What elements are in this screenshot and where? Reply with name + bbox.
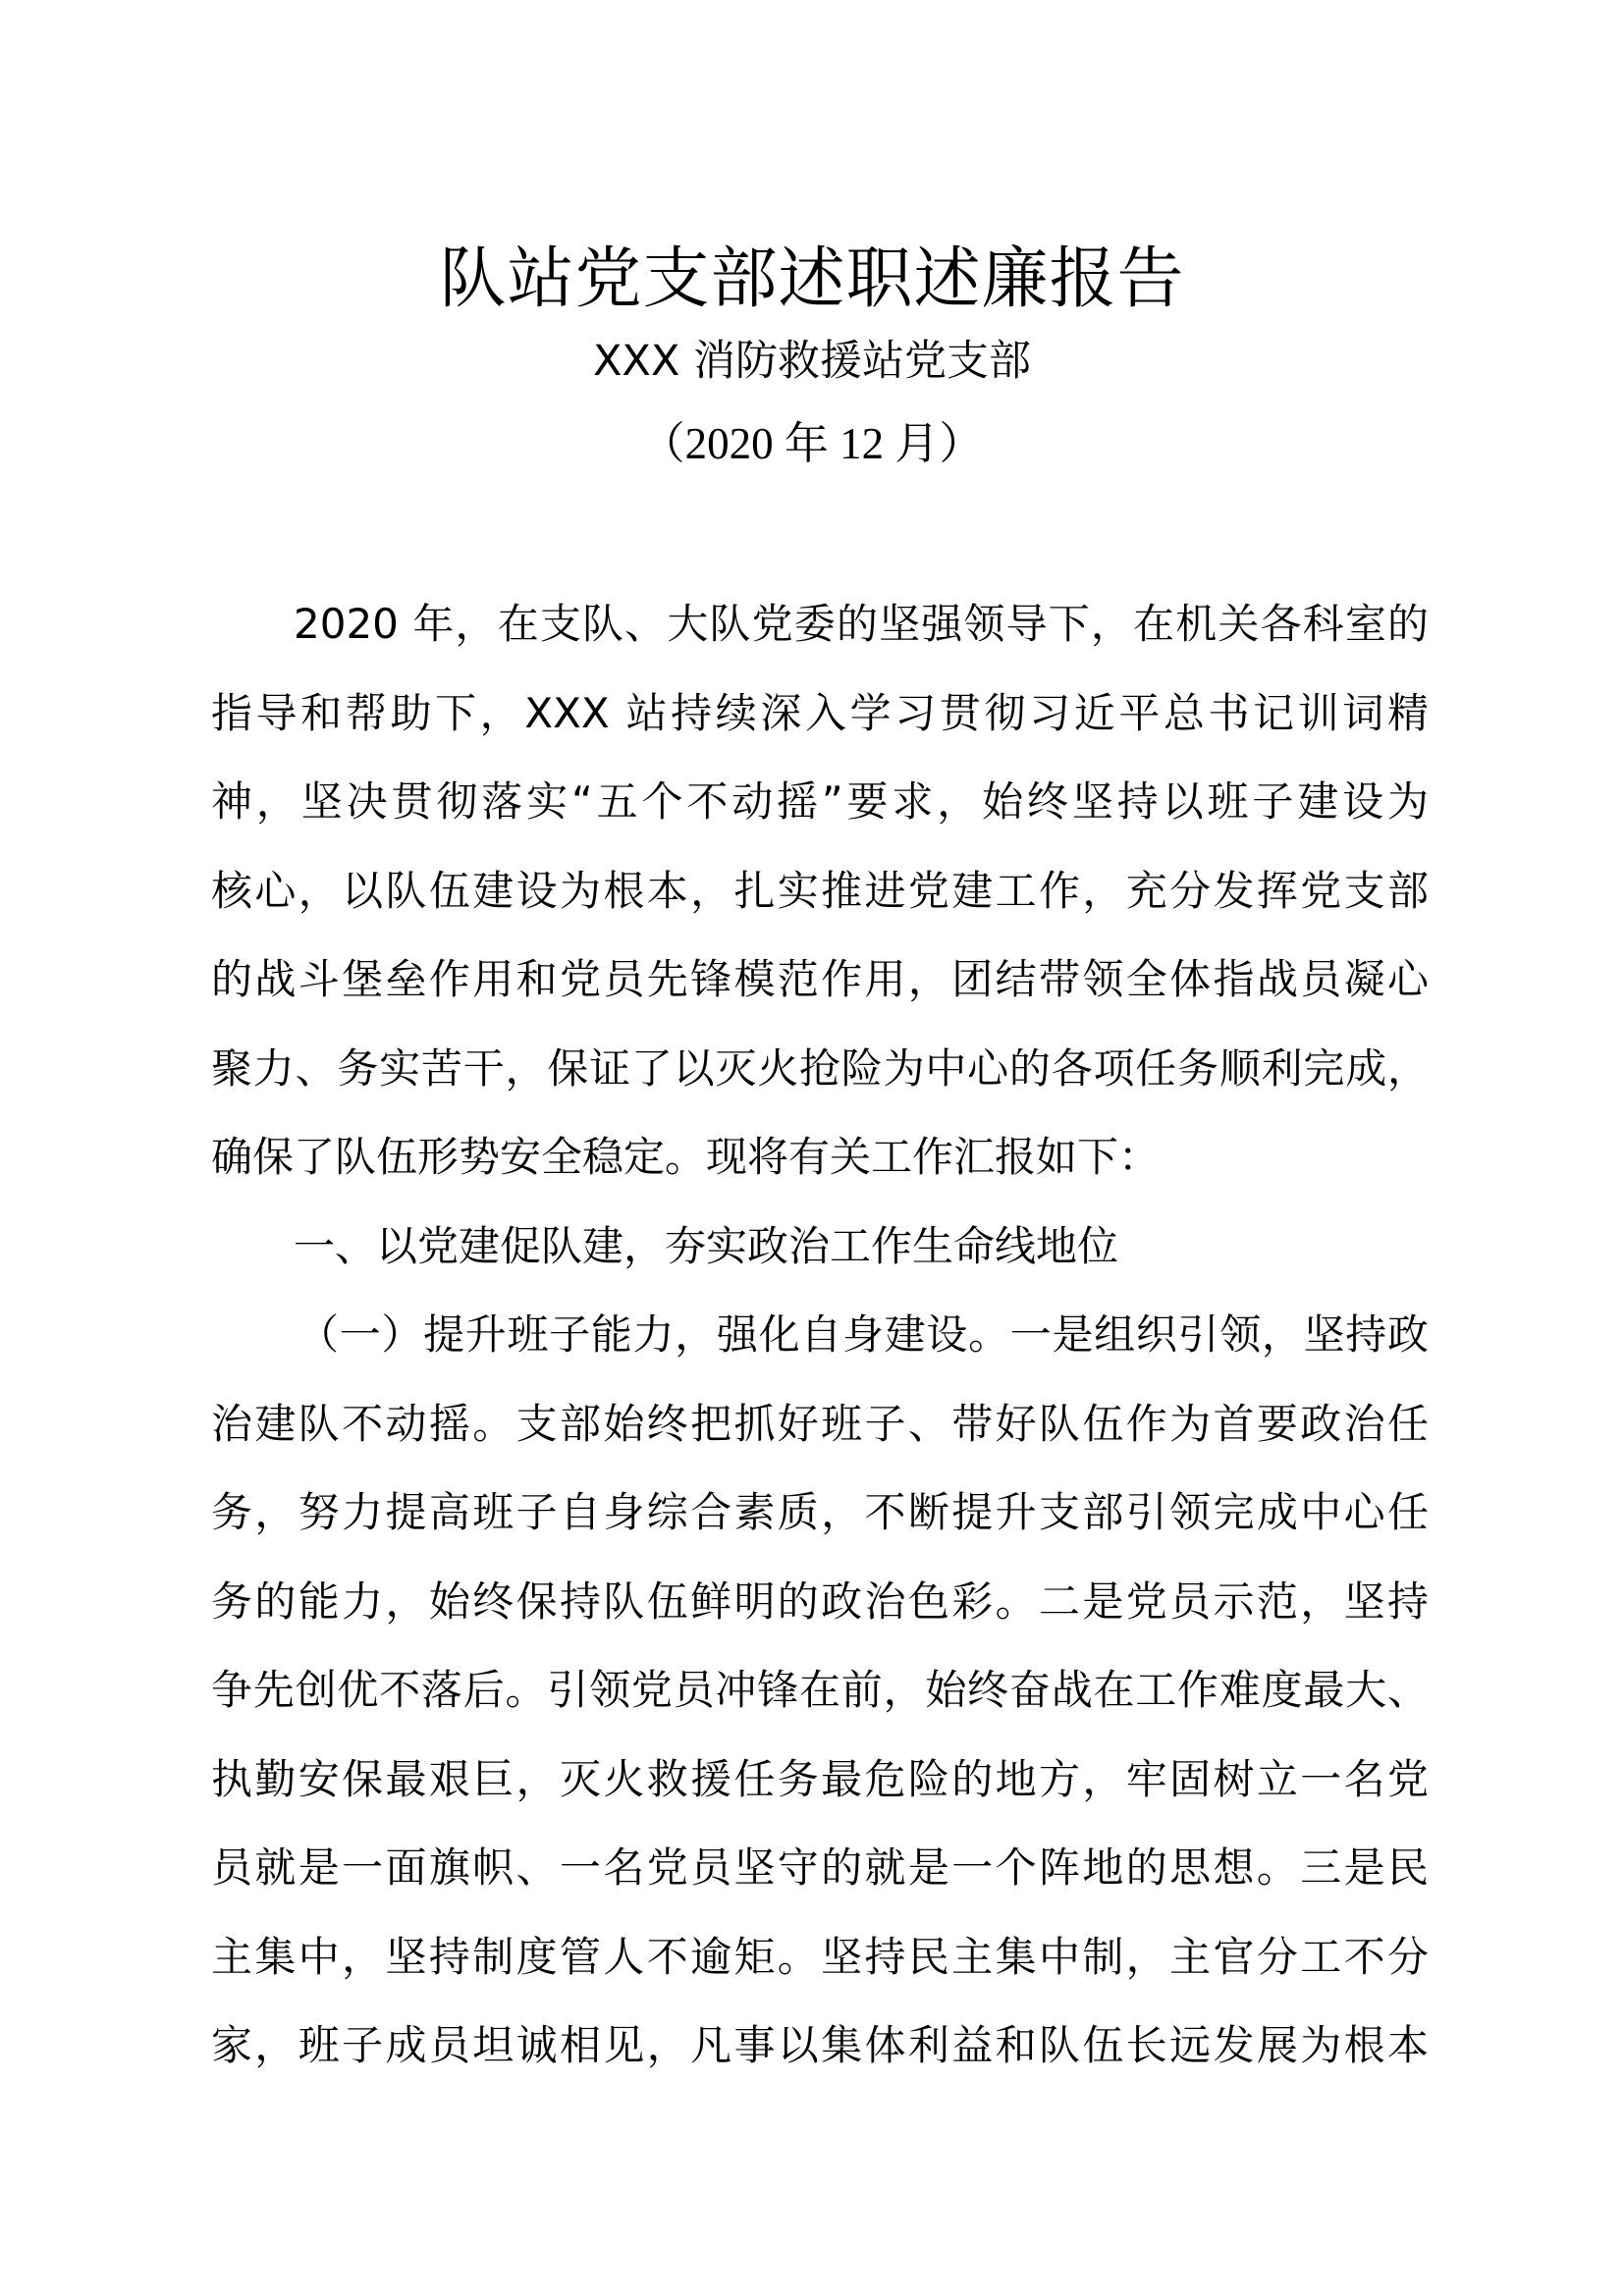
paragraph-line: 家，班子成员坦诚相见，凡事以集体利益和队伍长远发展为根本	[211, 2021, 1429, 2069]
document-body	[211, 580, 1429, 2091]
paragraph-line: 务，努力提高班子自身综合素质，不断提升支部引领完成中心任	[211, 1488, 1429, 1536]
paragraph-line: 治建队不动摇。支部始终把抓好班子、带好队伍作为首要政治任	[211, 1399, 1429, 1448]
paragraph-line: 的战斗堡垒作用和党员先锋模范作用，团结带领全体指战员凝心	[211, 955, 1429, 1003]
document-title: 队站党支部述职述廉报告	[439, 240, 1185, 318]
paragraph-line: 2020 年，在支队、大队党委的坚强领导下，在机关各科室的	[294, 600, 1429, 648]
document-subtitle: XXX 消防救援站党支部	[592, 337, 1032, 386]
paragraph-line: （一）提升班子能力，强化自身建设。一是组织引领，坚持政	[298, 1310, 1429, 1359]
paragraph-line: 执勤安保最艰巨，灭火救援任务最危险的地方，牢固树立一名党	[211, 1754, 1429, 1803]
paragraph-line: 指导和帮助下，XXX 站持续深入学习贯彻习近平总书记训词精	[211, 688, 1429, 737]
paragraph-line: 争先创优不落后。引领党员冲锋在前，始终奋战在工作难度最大、	[211, 1666, 1429, 1714]
paragraph-line: 主集中，坚持制度管人不逾矩。坚持民主集中制，主官分工不分	[211, 1932, 1429, 1981]
paragraph-line: 确保了队伍形势安全稳定。现将有关工作汇报如下：	[211, 1133, 1161, 1181]
paragraph-line: 聚力、务实苦干，保证了以灭火抢险为中心的各项任务顺利完成，	[211, 1043, 1429, 1093]
document-date: （2020 年 12 月）	[640, 419, 984, 468]
section-heading: 一、以党建促队建，夯实政治工作生命线地位	[294, 1221, 1119, 1270]
paragraph-line: 神，坚决贯彻落实“五个不动摇”要求，始终坚持以班子建设为	[211, 777, 1429, 826]
paragraph-line: 务的能力，始终保持队伍鲜明的政治色彩。二是党员示范，坚持	[211, 1576, 1429, 1626]
paragraph-line: 核心，以队伍建设为根本，扎实推进党建工作，充分发挥党支部	[211, 866, 1429, 915]
paragraph-line: 员就是一面旗帜、一名党员坚守的就是一个阵地的思想。三是民	[211, 1843, 1429, 1892]
